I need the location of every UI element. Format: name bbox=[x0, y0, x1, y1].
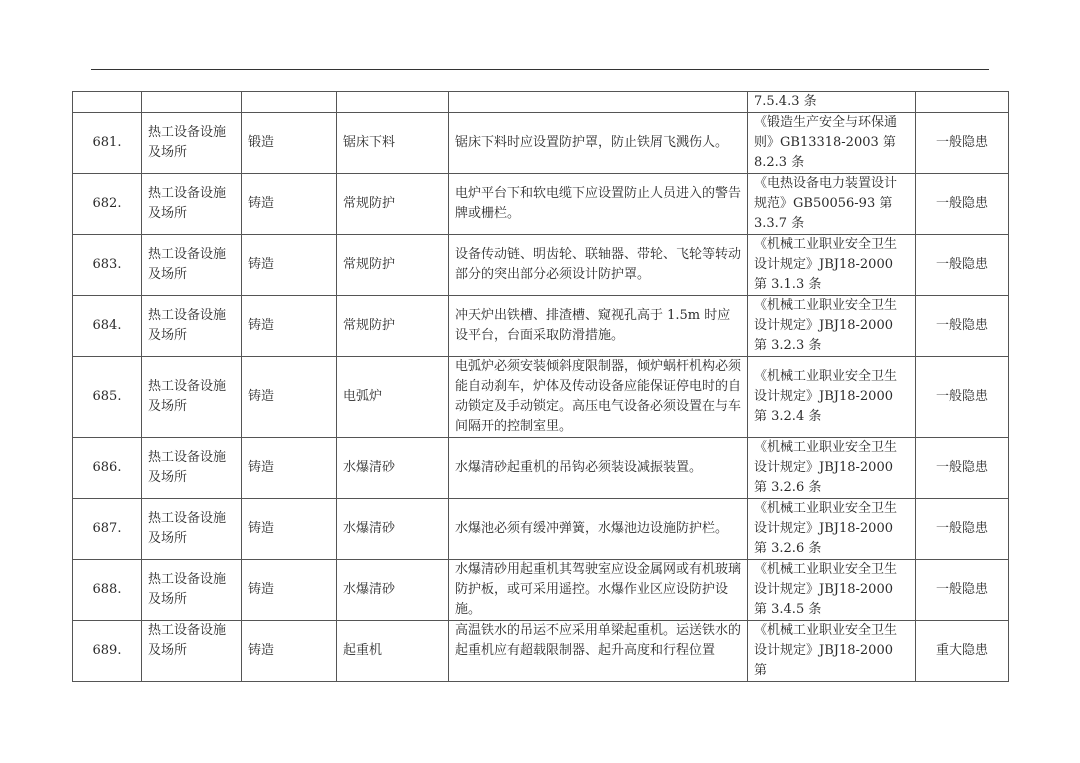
category-cell: 热工设备设施及场所 bbox=[142, 438, 242, 499]
hazard-table bbox=[72, 91, 1009, 682]
description-cell: 电弧炉必须安装倾斜度限制器，倾炉蜗杆机构必须能自动刹车，炉体及传动设备应能保证停电时的自动锁定及手动锁定。高压电气设备必须设置在与车间隔开的控制室里。 bbox=[449, 357, 748, 438]
category-cell: 热工设备设施及场所 bbox=[142, 560, 242, 621]
level-cell bbox=[916, 92, 1009, 113]
table-row bbox=[73, 560, 1009, 621]
description-cell: 电炉平台下和软电缆下应设置防止人员进入的警告牌或栅栏。 bbox=[449, 174, 748, 235]
basis-cell: 《机械工业职业安全卫生设计规定》JBJ18-2000 第 3.2.4 条 bbox=[748, 357, 916, 438]
category-cell: 热工设备设施及场所 bbox=[142, 499, 242, 560]
level-cell: 重大隐患 bbox=[916, 621, 1009, 682]
category-cell: 热工设备设施及场所 bbox=[142, 296, 242, 357]
level-cell: 一般隐患 bbox=[916, 296, 1009, 357]
header-rule bbox=[91, 69, 989, 70]
category-cell: 热工设备设施及场所 bbox=[142, 113, 242, 174]
process-cell bbox=[242, 92, 337, 113]
level-cell: 一般隐患 bbox=[916, 357, 1009, 438]
category-cell: 热工设备设施及场所 bbox=[142, 621, 242, 682]
level-cell: 一般隐患 bbox=[916, 560, 1009, 621]
item-cell: 水爆清砂 bbox=[337, 438, 449, 499]
description-cell: 设备传动链、明齿轮、联轴器、带轮、飞轮等转动部分的突出部分必须设计防护罩。 bbox=[449, 235, 748, 296]
no-cell: 683. bbox=[73, 235, 142, 296]
process-cell: 铸造 bbox=[242, 499, 337, 560]
process-cell: 铸造 bbox=[242, 621, 337, 682]
table-row bbox=[73, 174, 1009, 235]
no-cell: 687. bbox=[73, 499, 142, 560]
item-cell: 锯床下料 bbox=[337, 113, 449, 174]
level-cell: 一般隐患 bbox=[916, 499, 1009, 560]
description-cell: 水爆池必须有缓冲弹簧，水爆池边设施防护栏。 bbox=[449, 499, 748, 560]
process-cell: 铸造 bbox=[242, 296, 337, 357]
process-cell: 铸造 bbox=[242, 357, 337, 438]
basis-cell: 《机械工业职业安全卫生设计规定》JBJ18-2000 第 3.4.5 条 bbox=[748, 560, 916, 621]
basis-cell: 7.5.4.3 条 bbox=[748, 92, 916, 113]
category-cell: 热工设备设施及场所 bbox=[142, 174, 242, 235]
no-cell: 682. bbox=[73, 174, 142, 235]
table-row bbox=[73, 438, 1009, 499]
basis-cell: 《电热设备电力装置设计规范》GB50056-93 第 3.3.7 条 bbox=[748, 174, 916, 235]
item-cell: 电弧炉 bbox=[337, 357, 449, 438]
description-cell: 高温铁水的吊运不应采用单梁起重机。运送铁水的起重机应有超载限制器、起升高度和行程位置 bbox=[449, 621, 748, 682]
level-cell: 一般隐患 bbox=[916, 174, 1009, 235]
process-cell: 铸造 bbox=[242, 560, 337, 621]
category-cell: 热工设备设施及场所 bbox=[142, 235, 242, 296]
no-cell bbox=[73, 92, 142, 113]
item-cell: 水爆清砂 bbox=[337, 560, 449, 621]
description-cell: 锯床下料时应设置防护罩，防止铁屑飞溅伤人。 bbox=[449, 113, 748, 174]
item-cell: 常规防护 bbox=[337, 235, 449, 296]
process-cell: 铸造 bbox=[242, 174, 337, 235]
no-cell: 688. bbox=[73, 560, 142, 621]
description-cell: 水爆清砂用起重机其驾驶室应设金属网或有机玻璃防护板，或可采用遥控。水爆作业区应设防护设施。 bbox=[449, 560, 748, 621]
no-cell: 681. bbox=[73, 113, 142, 174]
item-cell: 起重机 bbox=[337, 621, 449, 682]
item-cell: 常规防护 bbox=[337, 174, 449, 235]
basis-cell: 《机械工业职业安全卫生设计规定》JBJ18-2000 第 3.1.3 条 bbox=[748, 235, 916, 296]
basis-cell: 《锻造生产安全与环保通则》GB13318-2003 第 8.2.3 条 bbox=[748, 113, 916, 174]
table-row bbox=[73, 296, 1009, 357]
item-cell: 常规防护 bbox=[337, 296, 449, 357]
table-row bbox=[73, 357, 1009, 438]
no-cell: 689. bbox=[73, 621, 142, 682]
process-cell: 锻造 bbox=[242, 113, 337, 174]
process-cell: 铸造 bbox=[242, 438, 337, 499]
item-cell: 水爆清砂 bbox=[337, 499, 449, 560]
description-cell: 冲天炉出铁槽、排渣槽、窥视孔高于 1.5m 时应设平台，台面采取防滑措施。 bbox=[449, 296, 748, 357]
level-cell: 一般隐患 bbox=[916, 113, 1009, 174]
description-cell: 水爆清砂起重机的吊钩必须装设减振装置。 bbox=[449, 438, 748, 499]
basis-cell: 《机械工业职业安全卫生设计规定》JBJ18-2000 第 bbox=[748, 621, 916, 682]
no-cell: 684. bbox=[73, 296, 142, 357]
item-cell bbox=[337, 92, 449, 113]
basis-cell: 《机械工业职业安全卫生设计规定》JBJ18-2000 第 3.2.6 条 bbox=[748, 438, 916, 499]
no-cell: 685. bbox=[73, 357, 142, 438]
table-row bbox=[73, 235, 1009, 296]
table-row bbox=[73, 621, 1009, 682]
process-cell: 铸造 bbox=[242, 235, 337, 296]
table-row bbox=[73, 499, 1009, 560]
basis-cell: 《机械工业职业安全卫生设计规定》JBJ18-2000 第 3.2.6 条 bbox=[748, 499, 916, 560]
basis-cell: 《机械工业职业安全卫生设计规定》JBJ18-2000 第 3.2.3 条 bbox=[748, 296, 916, 357]
category-cell: 热工设备设施及场所 bbox=[142, 357, 242, 438]
category-cell bbox=[142, 92, 242, 113]
level-cell: 一般隐患 bbox=[916, 438, 1009, 499]
table-row bbox=[73, 113, 1009, 174]
description-cell bbox=[449, 92, 748, 113]
table-row bbox=[73, 92, 1009, 113]
no-cell: 686. bbox=[73, 438, 142, 499]
level-cell: 一般隐患 bbox=[916, 235, 1009, 296]
